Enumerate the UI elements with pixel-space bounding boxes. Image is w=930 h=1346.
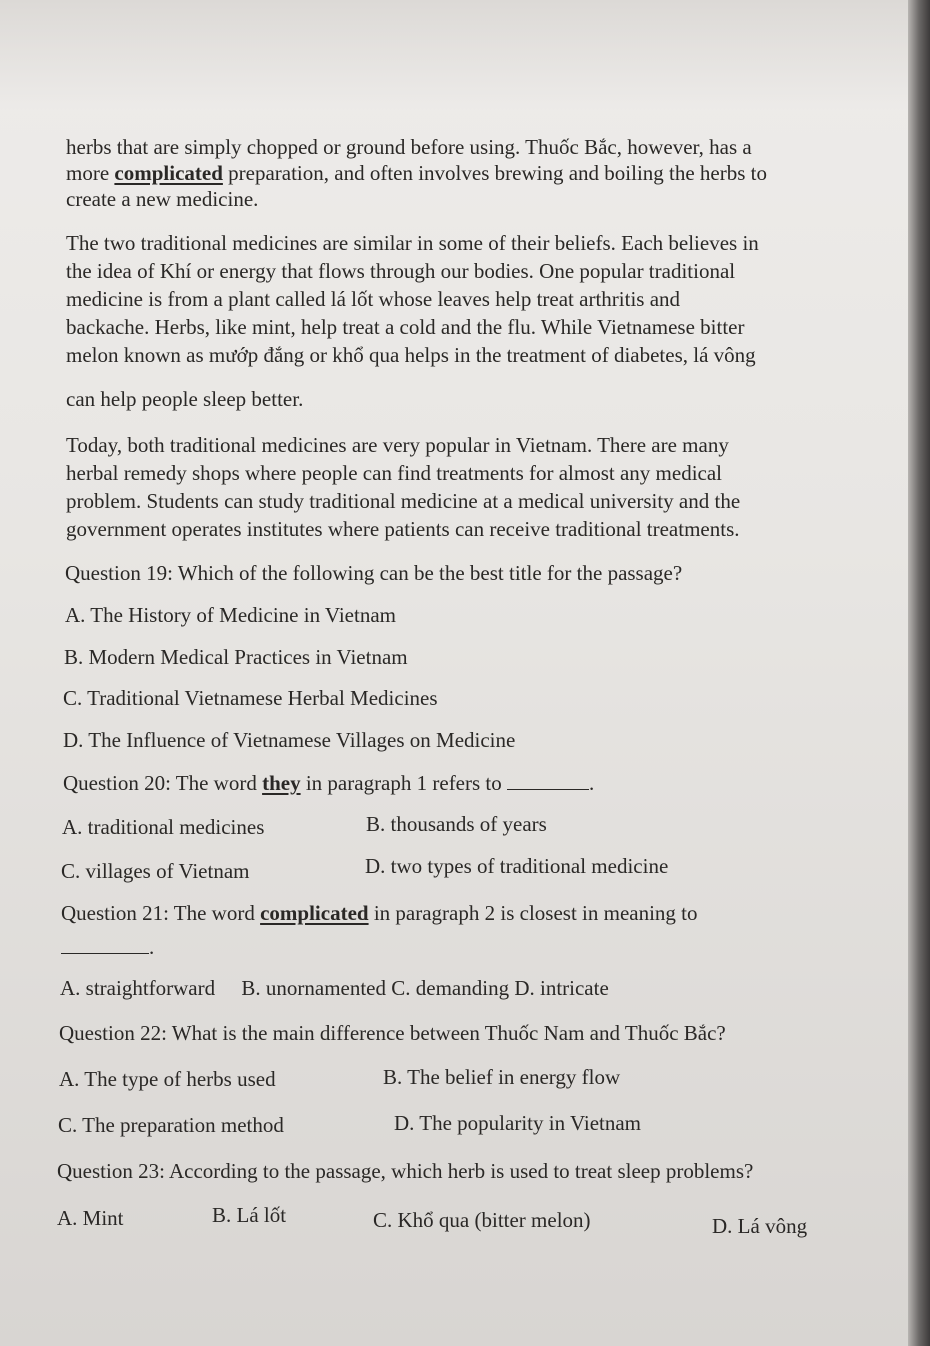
passage-line: melon known as mướp đắng or khổ qua helps in the treatment of diabetes, lá vông (66, 343, 756, 367)
passage-line: government operates institutes where patients can receive traditional treatments. (66, 517, 740, 541)
question-19: Question 19: Which of the following can be the best title for the passage? (65, 561, 683, 585)
question-21-blank (61, 934, 154, 960)
q19-option-b[interactable]: B. Modern Medical Practices in Vietnam (64, 645, 408, 669)
q23-option-b[interactable]: B. Lá lốt (212, 1203, 287, 1227)
question-text: in paragraph 1 refers to (300, 771, 508, 795)
highlighted-word-complicated: complicated (260, 901, 369, 925)
answer-blank (61, 939, 149, 954)
question-text: in paragraph 2 is closest in meaning to (368, 901, 698, 925)
question-21 (61, 900, 698, 926)
passage-line: Today, both traditional medicines are very popular in Vietnam. There are many (66, 433, 729, 457)
q21-options[interactable]: A. straightforward B. unornamented C. demanding D. intricate (60, 976, 609, 1000)
passage-line: backache. Herbs, like mint, help treat a cold and the flu. While Vietnamese bitter (66, 315, 745, 339)
page-edge-shadow (908, 0, 930, 1346)
q20-option-d[interactable]: D. two types of traditional medicine (365, 854, 669, 878)
passage-line: herbs that are simply chopped or ground before using. Thuốc Bắc, however, has a (66, 135, 752, 159)
passage-line: medicine is from a plant called lá lốt whose leaves help treat arthritis and (66, 287, 681, 311)
q23-option-d[interactable]: D. Lá vông (712, 1214, 808, 1238)
question-end: . (589, 771, 595, 795)
q20-option-b[interactable]: B. thousands of years (366, 812, 547, 836)
question-22: Question 22: What is the main difference between Thuốc Nam and Thuốc Bắc? (59, 1021, 726, 1045)
q22-option-c[interactable]: C. The preparation method (58, 1113, 284, 1137)
highlighted-word-complicated: complicated (114, 161, 223, 185)
passage-text: preparation, and often involves brewing and boiling the herbs to (222, 161, 768, 185)
passage-line: problem. Students can study traditional medicine at a medical university and the (66, 489, 741, 513)
q19-option-c[interactable]: C. Traditional Vietnamese Herbal Medicines (63, 686, 438, 710)
question-text: Question 20: The word (63, 771, 263, 795)
question-end: . (149, 935, 155, 959)
q23-option-a[interactable]: A. Mint (57, 1206, 124, 1230)
passage-line: create a new medicine. (66, 187, 259, 211)
passage-text: more (66, 161, 115, 185)
passage-line: The two traditional medicines are similar in some of their beliefs. Each believes in (66, 231, 759, 255)
passage-line: the idea of Khí or energy that flows through our bodies. One popular traditional (66, 259, 736, 283)
answer-blank (507, 775, 589, 790)
highlighted-word-they: they (262, 771, 301, 795)
passage-line (66, 160, 767, 186)
q19-option-a[interactable]: A. The History of Medicine in Vietnam (65, 603, 396, 627)
top-shadow (0, 0, 908, 110)
passage-line: herbal remedy shops where people can find treatments for almost any medical (66, 461, 723, 485)
passage-line: can help people sleep better. (66, 387, 304, 411)
q19-option-d[interactable]: D. The Influence of Vietnamese Villages on Medicine (63, 728, 516, 752)
question-23: Question 23: According to the passage, which herb is used to treat sleep problems? (57, 1159, 754, 1183)
q20-option-a[interactable]: A. traditional medicines (62, 815, 265, 839)
question-20 (63, 770, 594, 796)
q20-option-c[interactable]: C. villages of Vietnam (61, 859, 250, 883)
q22-option-b[interactable]: B. The belief in energy flow (383, 1065, 621, 1089)
q22-option-d[interactable]: D. The popularity in Vietnam (394, 1111, 642, 1135)
q23-option-c[interactable]: C. Khổ qua (bitter melon) (373, 1208, 591, 1232)
q22-option-a[interactable]: A. The type of herbs used (59, 1067, 276, 1091)
question-text: Question 21: The word (61, 901, 261, 925)
